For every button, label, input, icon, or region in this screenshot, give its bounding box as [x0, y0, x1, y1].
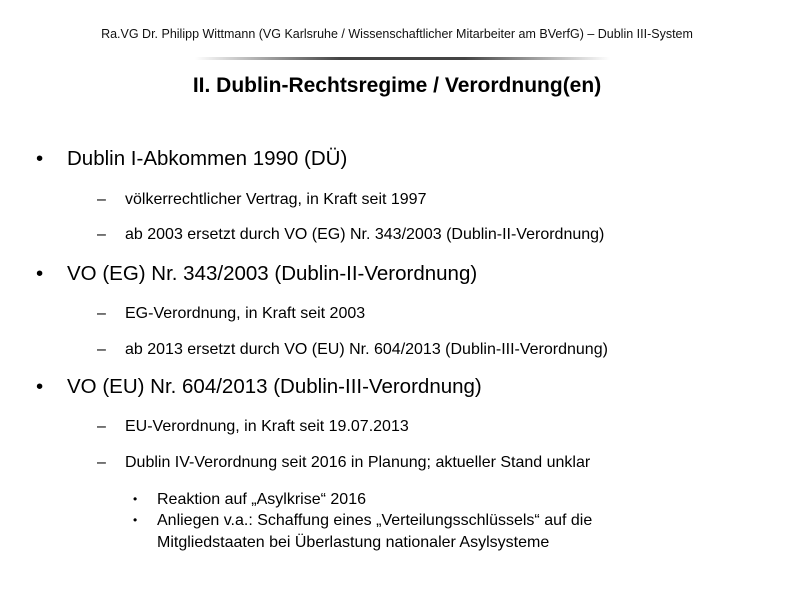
dash-marker: –	[97, 305, 106, 322]
sub-bullet-text: völkerrechtlicher Vertrag, in Kraft seit 1997	[125, 191, 427, 208]
bullet-text: Dublin I-Abkommen 1990 (DÜ)	[67, 147, 348, 170]
dash-marker: –	[97, 454, 106, 471]
sub-bullet-text: Dublin IV-Verordnung seit 2016 in Planung; aktueller Stand unklar	[125, 454, 591, 471]
sub-bullet	[97, 341, 608, 359]
sub-sub-bullet-text: Anliegen v.a.: Schaffung eines „Verteilungsschlüssels“ auf die Mitgliedstaaten bei Überlastung nationaler Asylsysteme	[157, 512, 593, 551]
small-bullet-marker: •	[133, 513, 138, 527]
bullet-text: VO (EG) Nr. 343/2003 (Dublin-II-Verordnung)	[67, 262, 478, 285]
small-bullet-marker: •	[133, 492, 138, 506]
dash-marker: –	[97, 341, 106, 358]
sub-sub-bullet-text: Reaktion auf „Asylkrise“ 2016	[157, 491, 366, 508]
header-divider	[195, 57, 610, 60]
sub-bullet	[97, 305, 365, 323]
sub-sub-bullet	[133, 510, 677, 553]
slide-title: II. Dublin-Rechtsregime / Verordnung(en)	[192, 74, 602, 97]
sub-bullet	[97, 191, 426, 209]
sub-bullet-text: EG-Verordnung, in Kraft seit 2003	[125, 305, 366, 322]
bullet-marker: •	[36, 262, 44, 285]
bullet-dublin-ii	[36, 262, 477, 286]
sub-bullet	[97, 226, 604, 244]
slide-header: Ra.VG Dr. Philipp Wittmann (VG Karlsruhe / Wissenschaftlicher Mitarbeiter am BVerfG) – Dublin III-System	[101, 27, 693, 41]
sub-bullet-text: ab 2013 ersetzt durch VO (EU) Nr. 604/2013 (Dublin-III-Verordnung)	[125, 341, 608, 358]
sub-bullet	[97, 454, 590, 472]
bullet-dublin-i	[36, 147, 347, 171]
dash-marker: –	[97, 191, 106, 208]
bullet-text: VO (EU) Nr. 604/2013 (Dublin-III-Verordnung)	[67, 375, 482, 398]
sub-sub-bullet	[133, 489, 677, 512]
dash-marker: –	[97, 226, 106, 243]
sub-bullet-text: ab 2003 ersetzt durch VO (EG) Nr. 343/2003 (Dublin-II-Verordnung)	[125, 226, 605, 243]
dash-marker: –	[97, 418, 106, 435]
bullet-marker: •	[36, 375, 44, 398]
bullet-dublin-iii	[36, 375, 482, 399]
bullet-marker: •	[36, 147, 44, 170]
sub-bullet-text: EU-Verordnung, in Kraft seit 19.07.2013	[125, 418, 409, 435]
sub-bullet	[97, 418, 409, 436]
